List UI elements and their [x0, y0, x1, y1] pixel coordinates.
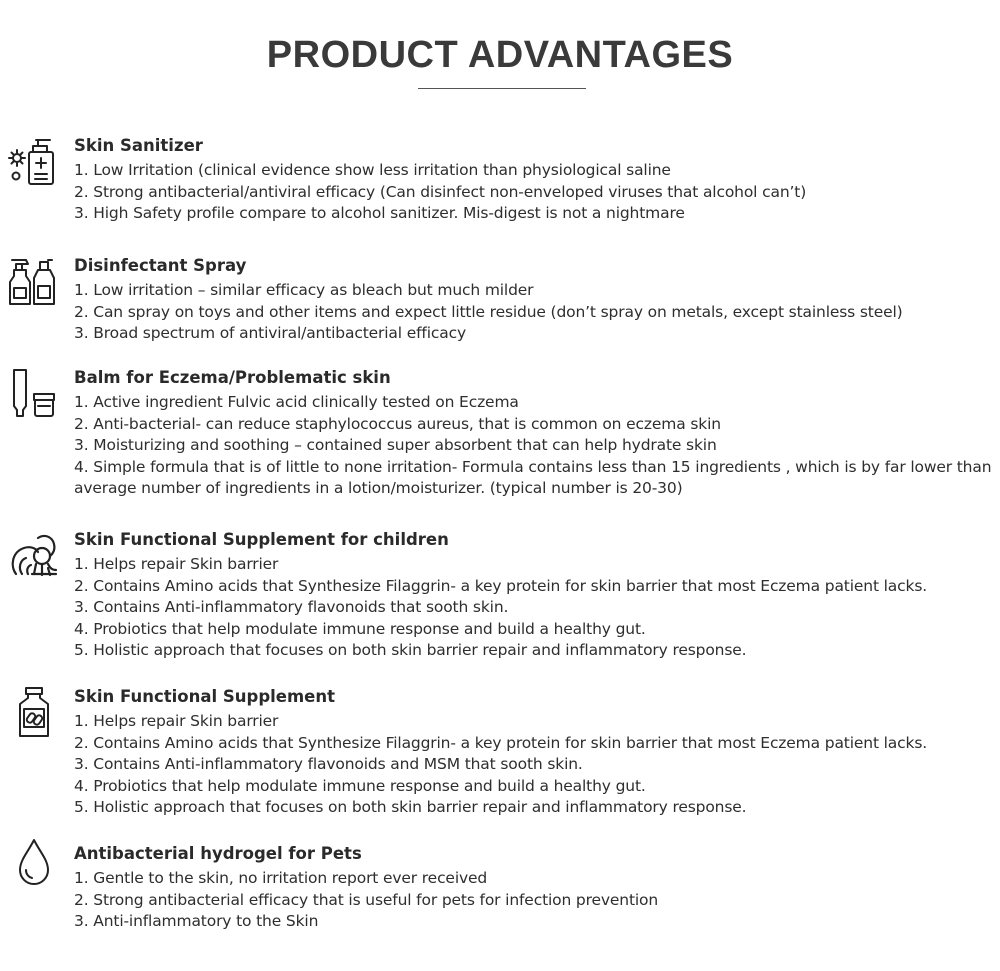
list-item: 2. Contains Amino acids that Synthesize Filaggrin- a key protein for skin barrier that most Eczema patient lacks.: [74, 733, 928, 752]
advantage-list: [74, 868, 994, 933]
list-item: 1. Low Irritation (clinical evidence show less irritation than physiological saline: [74, 161, 671, 179]
water-drop-icon: [8, 836, 60, 888]
supplement-bottle-icon: [8, 687, 60, 739]
section-heading: Skin Functional Supplement for children: [74, 530, 449, 549]
sanitizer-bottle-icon: [8, 136, 60, 188]
list-item: 2. Anti-bacterial- can reduce staphylococcus aureus, that is common on eczema skin: [74, 414, 721, 433]
advantage-list: [74, 554, 994, 662]
section-heading: Antibacterial hydrogel for Pets: [74, 844, 362, 863]
section-heading: Skin Sanitizer: [74, 136, 203, 155]
advantage-list: [74, 280, 994, 345]
list-item: 2. Contains Amino acids that Synthesize Filaggrin- a key protein for skin barrier that most Eczema patient lacks.: [74, 576, 928, 595]
list-item: 5. Holistic approach that focuses on both skin barrier repair and inflammatory response.: [74, 798, 747, 816]
list-item: 2. Strong antibacterial efficacy that is useful for pets for infection prevention: [74, 890, 659, 909]
section-heading: Disinfectant Spray: [74, 256, 247, 275]
list-item: 1. Low irritation – similar efficacy as bleach but much milder: [74, 281, 534, 299]
list-item: 4. Probiotics that help modulate immune response and build a healthy gut.: [74, 619, 646, 638]
list-item: 1. Helps repair Skin barrier: [74, 712, 279, 730]
title-underline: [418, 88, 586, 89]
list-item: 3. Anti-inflammatory to the Skin: [74, 912, 319, 930]
list-item: 4. Simple formula that is of little to none irritation- Formula contains less than 15 ingredients , which is by far lower than average number of ingredients in a lotion/moisturizer. (typical number is 20-30): [74, 457, 992, 497]
advantage-list: [74, 711, 994, 819]
list-item: 1. Active ingredient Fulvic acid clinically tested on Eczema: [74, 393, 519, 411]
list-item: 2. Strong antibacterial/antiviral efficacy (Can disinfect non-enveloped viruses that alcohol can’t): [74, 182, 807, 201]
child-head-icon: [8, 530, 60, 582]
list-item: 5. Holistic approach that focuses on both skin barrier repair and inflammatory response.: [74, 641, 747, 659]
page-title: PRODUCT ADVANTAGES: [266, 34, 734, 76]
list-item: 3. Contains Anti-inflammatory flavonoids and MSM that sooth skin.: [74, 755, 583, 773]
section-heading: Skin Functional Supplement: [74, 687, 336, 706]
advantage-list: [74, 392, 994, 500]
list-item: 3. Contains Anti-inflammatory flavonoids that sooth skin.: [74, 598, 509, 616]
list-item: 2. Can spray on toys and other items and expect little residue (don’t spray on metals, except stainless steel): [74, 302, 903, 321]
list-item: 3. Moisturizing and soothing – contained super absorbent that can help hydrate skin: [74, 436, 717, 454]
advantage-list: [74, 160, 994, 225]
list-item: 4. Probiotics that help modulate immune response and build a healthy gut.: [74, 776, 646, 795]
balm-tube-jar-icon: [8, 368, 60, 420]
list-item: 3. High Safety profile compare to alcohol sanitizer. Mis-digest is not a nightmare: [74, 204, 685, 222]
spray-bottles-icon: [8, 256, 60, 308]
section-heading: Balm for Eczema/Problematic skin: [74, 368, 391, 387]
list-item: 1. Helps repair Skin barrier: [74, 555, 279, 573]
list-item: 1. Gentle to the skin, no irritation report ever received: [74, 869, 488, 887]
list-item: 3. Broad spectrum of antiviral/antibacterial efficacy: [74, 324, 466, 342]
